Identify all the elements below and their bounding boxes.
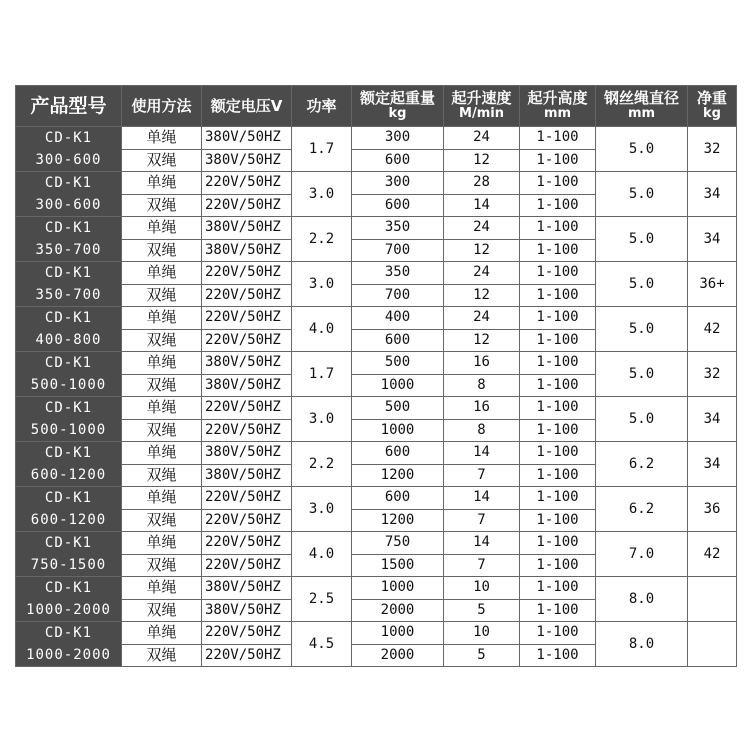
speed-cell: 12 <box>444 149 520 172</box>
height-cell: 1-100 <box>520 127 596 150</box>
power-cell: 1.7 <box>292 352 352 397</box>
method-cell: 双绳 <box>122 284 202 307</box>
weight-cell <box>688 622 737 667</box>
height-cell: 1-100 <box>520 284 596 307</box>
header-rope-unit: mm <box>627 106 656 121</box>
rope-cell: 6.2 <box>596 442 688 487</box>
table-row <box>16 127 737 150</box>
model-line: 300-600 <box>35 197 102 213</box>
method-cell: 双绳 <box>122 509 202 532</box>
load-cell: 500 <box>352 397 444 420</box>
header-rope-label: 钢丝绳直径 <box>603 89 679 107</box>
header-weight-unit: kg <box>703 106 721 121</box>
height-cell: 1-100 <box>520 217 596 240</box>
height-cell: 1-100 <box>520 239 596 262</box>
load-cell: 300 <box>352 172 444 195</box>
model-line: 350-700 <box>35 242 102 258</box>
header-speed-label: 起升速度 <box>451 89 512 107</box>
method-cell: 单绳 <box>122 352 202 375</box>
model-cell <box>16 217 122 262</box>
load-cell: 350 <box>352 262 444 285</box>
speed-cell: 24 <box>444 127 520 150</box>
voltage-cell: 220V/50HZ <box>202 329 292 352</box>
speed-cell: 10 <box>444 577 520 600</box>
voltage-cell: 380V/50HZ <box>202 442 292 465</box>
header-power-label: 功率 <box>306 97 337 115</box>
header-rope <box>596 86 688 127</box>
speed-cell: 12 <box>444 239 520 262</box>
speed-cell: 12 <box>444 329 520 352</box>
method-cell: 单绳 <box>122 532 202 555</box>
header-speed <box>444 86 520 127</box>
weight-cell: 34 <box>688 442 737 487</box>
load-cell: 500 <box>352 352 444 375</box>
model-line: CD-K1 <box>44 445 93 461</box>
method-cell: 双绳 <box>122 644 202 667</box>
load-cell: 1500 <box>352 554 444 577</box>
method-cell: 单绳 <box>122 217 202 240</box>
height-cell: 1-100 <box>520 397 596 420</box>
weight-cell: 34 <box>688 217 737 262</box>
voltage-cell: 220V/50HZ <box>202 487 292 510</box>
table-header <box>16 86 737 127</box>
power-cell: 2.2 <box>292 442 352 487</box>
rope-cell: 6.2 <box>596 487 688 532</box>
voltage-cell: 220V/50HZ <box>202 532 292 555</box>
speed-cell: 7 <box>444 509 520 532</box>
table-body <box>16 127 737 667</box>
model-line: 750-1500 <box>30 557 107 573</box>
model-cell <box>16 397 122 442</box>
method-cell: 单绳 <box>122 127 202 150</box>
height-cell: 1-100 <box>520 464 596 487</box>
model-line: 500-1000 <box>30 422 107 438</box>
model-line: CD-K1 <box>44 310 93 326</box>
load-cell: 1000 <box>352 374 444 397</box>
method-cell: 双绳 <box>122 374 202 397</box>
method-cell: 双绳 <box>122 194 202 217</box>
table-row <box>16 622 737 645</box>
model-line: CD-K1 <box>44 265 93 281</box>
voltage-cell: 220V/50HZ <box>202 172 292 195</box>
header-weight <box>688 86 737 127</box>
method-cell: 单绳 <box>122 487 202 510</box>
voltage-cell: 220V/50HZ <box>202 307 292 330</box>
power-cell: 2.2 <box>292 217 352 262</box>
model-cell <box>16 127 122 172</box>
model-line: CD-K1 <box>44 400 93 416</box>
weight-cell: 42 <box>688 532 737 577</box>
method-cell: 双绳 <box>122 239 202 262</box>
speed-cell: 5 <box>444 644 520 667</box>
height-cell: 1-100 <box>520 352 596 375</box>
load-cell: 1200 <box>352 509 444 532</box>
model-line: 600-1200 <box>30 467 107 483</box>
voltage-cell: 220V/50HZ <box>202 509 292 532</box>
voltage-cell: 380V/50HZ <box>202 217 292 240</box>
load-cell: 700 <box>352 284 444 307</box>
height-cell: 1-100 <box>520 172 596 195</box>
table-row <box>16 532 737 555</box>
rope-cell: 5.0 <box>596 127 688 172</box>
height-cell: 1-100 <box>520 554 596 577</box>
model-line: CD-K1 <box>44 175 93 191</box>
rope-cell: 5.0 <box>596 217 688 262</box>
speed-cell: 8 <box>444 374 520 397</box>
method-cell: 双绳 <box>122 329 202 352</box>
header-load <box>352 86 444 127</box>
voltage-cell: 220V/50HZ <box>202 284 292 307</box>
model-line: 500-1000 <box>30 377 107 393</box>
header-load-label: 额定起重量 <box>359 89 435 107</box>
power-cell: 4.0 <box>292 532 352 577</box>
height-cell: 1-100 <box>520 509 596 532</box>
voltage-cell: 220V/50HZ <box>202 644 292 667</box>
voltage-cell: 380V/50HZ <box>202 352 292 375</box>
speed-cell: 14 <box>444 532 520 555</box>
height-cell: 1-100 <box>520 307 596 330</box>
model-line: 300-600 <box>35 152 102 168</box>
speed-cell: 28 <box>444 172 520 195</box>
weight-cell: 42 <box>688 307 737 352</box>
load-cell: 2000 <box>352 644 444 667</box>
header-model <box>16 86 122 127</box>
method-cell: 单绳 <box>122 622 202 645</box>
table-row <box>16 487 737 510</box>
method-cell: 双绳 <box>122 464 202 487</box>
weight-cell: 34 <box>688 397 737 442</box>
rope-cell: 7.0 <box>596 532 688 577</box>
load-cell: 700 <box>352 239 444 262</box>
model-cell <box>16 442 122 487</box>
model-cell <box>16 307 122 352</box>
power-cell: 3.0 <box>292 172 352 217</box>
load-cell: 600 <box>352 194 444 217</box>
load-cell: 600 <box>352 442 444 465</box>
rope-cell: 5.0 <box>596 172 688 217</box>
rope-cell: 8.0 <box>596 577 688 622</box>
model-line: 600-1200 <box>30 512 107 528</box>
height-cell: 1-100 <box>520 487 596 510</box>
weight-cell: 36+ <box>688 262 737 307</box>
speed-cell: 24 <box>444 217 520 240</box>
header-load-unit: kg <box>388 106 407 121</box>
height-cell: 1-100 <box>520 644 596 667</box>
table-row <box>16 577 737 600</box>
method-cell: 单绳 <box>122 397 202 420</box>
method-cell: 单绳 <box>122 577 202 600</box>
model-cell <box>16 577 122 622</box>
power-cell: 1.7 <box>292 127 352 172</box>
voltage-cell: 220V/50HZ <box>202 194 292 217</box>
load-cell: 600 <box>352 329 444 352</box>
voltage-cell: 220V/50HZ <box>202 622 292 645</box>
voltage-cell: 380V/50HZ <box>202 599 292 622</box>
model-cell <box>16 532 122 577</box>
speed-cell: 14 <box>444 194 520 217</box>
header-voltage <box>202 86 292 127</box>
load-cell: 600 <box>352 149 444 172</box>
rope-cell: 5.0 <box>596 397 688 442</box>
header-height <box>520 86 596 127</box>
voltage-cell: 220V/50HZ <box>202 397 292 420</box>
voltage-cell: 220V/50HZ <box>202 262 292 285</box>
model-line: CD-K1 <box>44 220 93 236</box>
power-cell: 3.0 <box>292 397 352 442</box>
load-cell: 400 <box>352 307 444 330</box>
height-cell: 1-100 <box>520 532 596 555</box>
speed-cell: 12 <box>444 284 520 307</box>
speed-cell: 14 <box>444 487 520 510</box>
table-row <box>16 397 737 420</box>
rope-cell: 5.0 <box>596 307 688 352</box>
method-cell: 双绳 <box>122 599 202 622</box>
power-cell: 3.0 <box>292 487 352 532</box>
voltage-cell: 380V/50HZ <box>202 577 292 600</box>
model-line: 1000-2000 <box>26 647 111 663</box>
weight-cell: 36 <box>688 487 737 532</box>
header-voltage-label: 额定电压V <box>210 97 283 115</box>
header-method <box>122 86 202 127</box>
voltage-cell: 220V/50HZ <box>202 554 292 577</box>
rope-cell: 5.0 <box>596 262 688 307</box>
speed-cell: 7 <box>444 464 520 487</box>
load-cell: 1000 <box>352 419 444 442</box>
table-row <box>16 307 737 330</box>
voltage-cell: 220V/50HZ <box>202 419 292 442</box>
load-cell: 750 <box>352 532 444 555</box>
weight-cell: 34 <box>688 172 737 217</box>
voltage-cell: 380V/50HZ <box>202 374 292 397</box>
speed-cell: 7 <box>444 554 520 577</box>
method-cell: 单绳 <box>122 262 202 285</box>
method-cell: 单绳 <box>122 307 202 330</box>
height-cell: 1-100 <box>520 194 596 217</box>
speed-cell: 16 <box>444 397 520 420</box>
power-cell: 2.5 <box>292 577 352 622</box>
model-line: 400-800 <box>35 332 102 348</box>
model-line: CD-K1 <box>44 535 93 551</box>
model-line: CD-K1 <box>44 625 93 641</box>
rope-cell: 8.0 <box>596 622 688 667</box>
speed-cell: 16 <box>444 352 520 375</box>
model-line: CD-K1 <box>44 490 93 506</box>
header-weight-label: 净重 <box>696 89 727 107</box>
height-cell: 1-100 <box>520 149 596 172</box>
header-method-label: 使用方法 <box>131 97 192 115</box>
model-line: CD-K1 <box>44 580 93 596</box>
weight-cell <box>688 577 737 622</box>
method-cell: 双绳 <box>122 419 202 442</box>
load-cell: 1200 <box>352 464 444 487</box>
load-cell: 600 <box>352 487 444 510</box>
method-cell: 单绳 <box>122 172 202 195</box>
model-line: 1000-2000 <box>26 602 111 618</box>
load-cell: 1000 <box>352 577 444 600</box>
header-speed-unit: M/min <box>459 106 504 121</box>
voltage-cell: 380V/50HZ <box>202 127 292 150</box>
height-cell: 1-100 <box>520 329 596 352</box>
height-cell: 1-100 <box>520 577 596 600</box>
height-cell: 1-100 <box>520 374 596 397</box>
speed-cell: 24 <box>444 307 520 330</box>
header-height-unit: mm <box>543 106 572 121</box>
table-row <box>16 442 737 465</box>
height-cell: 1-100 <box>520 442 596 465</box>
height-cell: 1-100 <box>520 262 596 285</box>
load-cell: 300 <box>352 127 444 150</box>
power-cell: 3.0 <box>292 262 352 307</box>
method-cell: 双绳 <box>122 149 202 172</box>
model-line: CD-K1 <box>44 130 93 146</box>
spec-table <box>15 85 737 667</box>
height-cell: 1-100 <box>520 419 596 442</box>
table-row <box>16 352 737 375</box>
speed-cell: 10 <box>444 622 520 645</box>
weight-cell: 32 <box>688 352 737 397</box>
height-cell: 1-100 <box>520 622 596 645</box>
power-cell: 4.0 <box>292 307 352 352</box>
model-line: CD-K1 <box>44 355 93 371</box>
model-cell <box>16 262 122 307</box>
load-cell: 350 <box>352 217 444 240</box>
height-cell: 1-100 <box>520 599 596 622</box>
speed-cell: 8 <box>444 419 520 442</box>
speed-cell: 24 <box>444 262 520 285</box>
rope-cell: 5.0 <box>596 352 688 397</box>
voltage-cell: 380V/50HZ <box>202 464 292 487</box>
speed-cell: 5 <box>444 599 520 622</box>
voltage-cell: 380V/50HZ <box>202 239 292 262</box>
model-cell <box>16 352 122 397</box>
header-power <box>292 86 352 127</box>
load-cell: 1000 <box>352 622 444 645</box>
model-cell <box>16 622 122 667</box>
weight-cell: 32 <box>688 127 737 172</box>
model-cell <box>16 172 122 217</box>
model-cell <box>16 487 122 532</box>
table-row <box>16 172 737 195</box>
header-model-label: 产品型号 <box>30 95 107 117</box>
load-cell: 2000 <box>352 599 444 622</box>
model-line: 350-700 <box>35 287 102 303</box>
method-cell: 双绳 <box>122 554 202 577</box>
method-cell: 单绳 <box>122 442 202 465</box>
speed-cell: 14 <box>444 442 520 465</box>
power-cell: 4.5 <box>292 622 352 667</box>
table-row <box>16 262 737 285</box>
voltage-cell: 380V/50HZ <box>202 149 292 172</box>
table-row <box>16 217 737 240</box>
header-row <box>16 86 737 127</box>
header-height-label: 起升高度 <box>527 89 588 107</box>
